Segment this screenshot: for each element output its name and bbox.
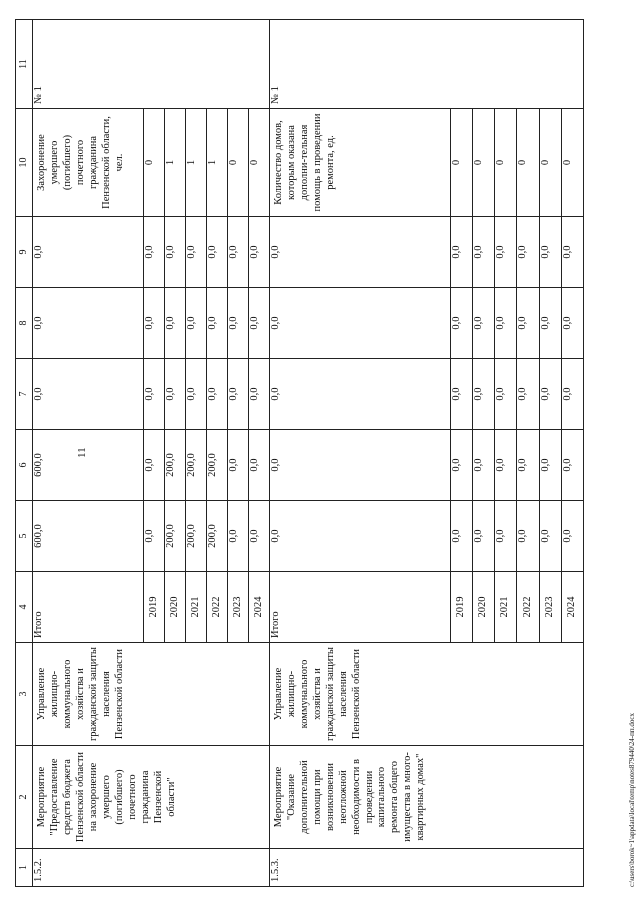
value-cell: 0,0 [450, 217, 472, 288]
value-cell: 0,0 [249, 359, 270, 430]
value-cell: 0,0 [228, 359, 249, 430]
header-cell: 2 [16, 746, 33, 849]
value-cell: 0,0 [539, 288, 561, 359]
header-cell: 11 [16, 20, 33, 109]
indicator-text: Количество домов, которым оказана дополни-тельная помощь в проведении ремонта, ед. [270, 109, 451, 217]
value-cell: 200,0 [186, 501, 207, 572]
value-cell: 0,0 [249, 217, 270, 288]
total-col6: 0,0 [270, 430, 451, 501]
indicator-value: 0 [495, 109, 517, 217]
value-cell: 0,0 [144, 430, 165, 501]
value-cell: 0,0 [207, 359, 228, 430]
program-table [15, 19, 584, 887]
indicator-value: 0 [228, 109, 249, 217]
value-cell: 0,0 [450, 288, 472, 359]
year-cell: 2024 [249, 572, 270, 643]
value-cell: 0,0 [473, 359, 495, 430]
value-cell: 0,0 [517, 288, 539, 359]
value-cell: 0,0 [228, 501, 249, 572]
value-cell: 200,0 [165, 430, 186, 501]
indicator-value: 0 [450, 109, 472, 217]
page-number: 11 [76, 447, 88, 458]
value-cell: 0,0 [186, 359, 207, 430]
item-name: Мероприятие "Оказание дополнительной помощи при возникновении неотложной необходимости в проведении капитального ремонта общего имущества в много-квартирных домах" [270, 746, 584, 849]
year-cell: 2021 [495, 572, 517, 643]
year-cell: 2019 [450, 572, 472, 643]
header-cell: 7 [16, 359, 33, 430]
item-executor: Управление жилищно-коммунального хозяйства и гражданской защиты населения Пензенской области [270, 643, 584, 746]
indicator-value: 0 [517, 109, 539, 217]
value-cell: 0,0 [561, 501, 583, 572]
total-col9: 0,0 [33, 217, 144, 288]
total-col7: 0,0 [33, 359, 144, 430]
indicator-value: 0 [249, 109, 270, 217]
item-name: Мероприятие "Предоставление средств бюджета Пензенской области на захоронение умершего (погибшего) почетного гражданина Пензенской области" [33, 746, 270, 849]
year-cell: 2020 [473, 572, 495, 643]
header-cell: 1 [16, 849, 33, 887]
value-cell: 0,0 [249, 501, 270, 572]
year-cell: 2019 [144, 572, 165, 643]
year-cell: 2024 [561, 572, 583, 643]
value-cell: 0,0 [539, 430, 561, 501]
value-cell: 0,0 [228, 217, 249, 288]
indicator-value: 0 [561, 109, 583, 217]
year-cell: 2020 [165, 572, 186, 643]
total-col9: 0,0 [270, 217, 451, 288]
value-cell: 0,0 [144, 359, 165, 430]
indicator-value: 1 [186, 109, 207, 217]
value-cell: 0,0 [473, 501, 495, 572]
total-col5: 600,0 [33, 501, 144, 572]
total-label: Итого [270, 572, 451, 643]
year-cell: 2022 [207, 572, 228, 643]
indicator-value: 0 [539, 109, 561, 217]
year-cell: 2022 [517, 572, 539, 643]
value-cell: 0,0 [473, 288, 495, 359]
value-cell: 0,0 [228, 288, 249, 359]
item-executor: Управление жилищно-коммунального хозяйства и гражданской защиты населения Пензенской области [33, 643, 270, 746]
indicator-text: Захоронение умершего (погибшего) почетного гражданина Пензенской области, чел. [33, 109, 144, 217]
value-cell: 0,0 [144, 217, 165, 288]
value-cell: 0,0 [186, 217, 207, 288]
value-cell: 0,0 [450, 359, 472, 430]
indicator-value: 1 [207, 109, 228, 217]
value-cell: 0,0 [186, 288, 207, 359]
value-cell: 0,0 [539, 217, 561, 288]
value-cell: 0,0 [495, 501, 517, 572]
value-cell: 0,0 [207, 217, 228, 288]
value-cell: 0,0 [144, 288, 165, 359]
value-cell: 0,0 [539, 359, 561, 430]
header-cell: 4 [16, 572, 33, 643]
table-row [33, 20, 144, 887]
value-cell: 0,0 [228, 430, 249, 501]
header-cell: 9 [16, 217, 33, 288]
total-label: Итого [33, 572, 144, 643]
value-cell: 0,0 [517, 359, 539, 430]
value-cell: 0,0 [495, 217, 517, 288]
value-cell: 0,0 [450, 501, 472, 572]
value-cell: 0,0 [473, 217, 495, 288]
value-cell: 0,0 [165, 288, 186, 359]
value-cell: 0,0 [144, 501, 165, 572]
value-cell: 0,0 [561, 217, 583, 288]
year-cell: 2021 [186, 572, 207, 643]
header-cell: 5 [16, 501, 33, 572]
total-col6: 600,0 [33, 430, 144, 501]
item-number: 1.5.3. [270, 849, 584, 887]
value-cell: 200,0 [207, 501, 228, 572]
value-cell: 0,0 [495, 288, 517, 359]
header-cell: 8 [16, 288, 33, 359]
note-cell: № 1 [33, 20, 270, 109]
value-cell: 0,0 [539, 501, 561, 572]
value-cell: 0,0 [561, 359, 583, 430]
note-cell: № 1 [270, 20, 584, 109]
value-cell: 0,0 [165, 217, 186, 288]
total-col8: 0,0 [270, 288, 451, 359]
year-cell: 2023 [539, 572, 561, 643]
value-cell: 200,0 [165, 501, 186, 572]
value-cell: 0,0 [495, 430, 517, 501]
value-cell: 200,0 [186, 430, 207, 501]
value-cell: 0,0 [517, 430, 539, 501]
header-row [16, 20, 33, 887]
value-cell: 0,0 [495, 359, 517, 430]
footer-file-path: c:\users\borok~1\appdata\local\temp\notes879440\24-пп.docx [628, 713, 636, 887]
year-cell: 2023 [228, 572, 249, 643]
value-cell: 0,0 [165, 359, 186, 430]
value-cell: 0,0 [450, 430, 472, 501]
indicator-value: 0 [144, 109, 165, 217]
value-cell: 0,0 [517, 217, 539, 288]
value-cell: 0,0 [473, 430, 495, 501]
value-cell: 0,0 [561, 430, 583, 501]
value-cell: 200,0 [207, 430, 228, 501]
header-cell: 6 [16, 430, 33, 501]
value-cell: 0,0 [561, 288, 583, 359]
table-row [270, 20, 451, 887]
header-cell: 3 [16, 643, 33, 746]
value-cell: 0,0 [207, 288, 228, 359]
indicator-value: 0 [473, 109, 495, 217]
value-cell: 0,0 [517, 501, 539, 572]
item-number: 1.5.2. [33, 849, 270, 887]
value-cell: 0,0 [249, 288, 270, 359]
total-col7: 0,0 [270, 359, 451, 430]
header-cell: 10 [16, 109, 33, 217]
indicator-value: 1 [165, 109, 186, 217]
total-col5: 0,0 [270, 501, 451, 572]
value-cell: 0,0 [249, 430, 270, 501]
total-col8: 0,0 [33, 288, 144, 359]
